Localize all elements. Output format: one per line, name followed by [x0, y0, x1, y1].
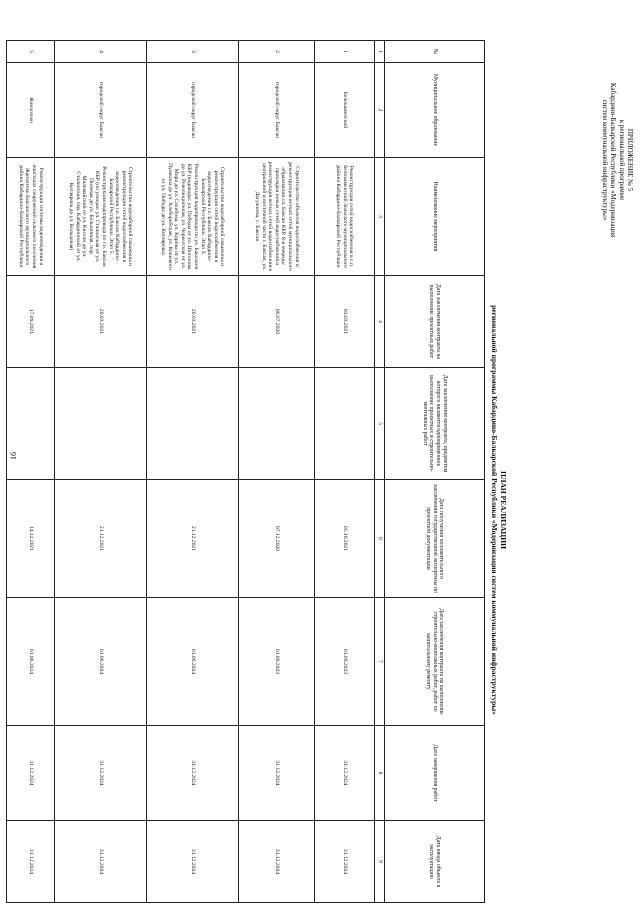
combined-date-cell	[147, 368, 239, 480]
header-cell: Дата ввода объекта в эксплуатацию	[385, 821, 485, 903]
expertise-date-cell: 07.12.2020	[239, 480, 315, 598]
column-number: 9	[375, 821, 385, 903]
appendix-line-1: ПРИЛОЖЕНИЕ № 5	[626, 128, 634, 192]
header-cell: Дата завершения работ	[385, 726, 485, 821]
column-number: 4	[375, 276, 385, 368]
completion-date-cell: 31.12.2024	[7, 726, 55, 821]
expertise-date-cell: 14.12.2021	[7, 480, 55, 598]
completion-date-cell: 31.12.2024	[239, 726, 315, 821]
measure-cell: Строительство объектов водоснабжения и реконструкция ветхих сетей муниципального образования г.о. Баксан КБР. 8-я очередь: прокладка новых сетей водоснабжения и реконструкция ветхих сетей водоснабжения в центральной и восточной части г. Баксан, ул. Дагужиева, с. Баксан	[239, 158, 315, 276]
municipality-cell: городской округ Баксан	[55, 63, 147, 158]
construction-date-cell: 01.09.2023	[239, 598, 315, 726]
title-line-1: ПЛАН РЕАЛИЗАЦИИ	[499, 471, 508, 549]
expertise-date-cell: 21.12.2021	[55, 480, 147, 598]
header-cell: Наименование мероприятия	[385, 158, 485, 276]
title-line-2: региональной программы Кабардино-Балкарской Республики «Модернизация систем коммунальной инфраструктуры»	[490, 305, 499, 715]
row-number: 4	[55, 41, 147, 63]
design-date-cell: 20.03.2021	[55, 276, 147, 368]
header-cell: Дата получения положительного заключения государственной экспертизы по проектной документации	[385, 480, 485, 598]
design-date-cell: 03.03.2021	[315, 276, 375, 368]
design-date-cell: 20.03.2021	[147, 276, 239, 368]
page-number: 16	[9, 452, 18, 460]
commissioning-date-cell: 31.12.2024	[315, 821, 375, 903]
column-number: 1	[375, 41, 385, 63]
column-number: 6	[375, 480, 385, 598]
column-number: 5	[375, 368, 385, 480]
table-row	[55, 41, 147, 903]
municipality-cell: городской округ Баксан	[239, 63, 315, 158]
construction-date-cell: 01.06.2024	[147, 598, 239, 726]
completion-date-cell: 31.12.2024	[315, 726, 375, 821]
construction-date-cell: 01.06.2024	[7, 598, 55, 726]
header-cell: Муниципальное образование	[385, 63, 485, 158]
column-number: 8	[375, 726, 385, 821]
design-date-cell: 06.07.2020	[239, 276, 315, 368]
commissioning-date-cell: 31.12.2024	[239, 821, 315, 903]
appendix-header	[600, 30, 634, 290]
measure-cell: Строительство водозаборной скважины и реконструкция сетей водоснабжения в водоотведения г.о. Баксан Кабардино-Балкарской Республики. Этап 3. Реконструкция водопровода по ул. Баксанов КБР (водоводы: ул. Победы от ул. Шогенова до ул. Революционная, ул. Черкесская от ул. Мира до ул. Сахибова, ул. Кирова от ул. Пушкина до ул. Хлеборобская, ул. Кошевого от ул. Победы до ул. Котлярова)	[147, 158, 239, 276]
municipality-cell: Белокаменский	[315, 63, 375, 158]
combined-date-cell	[239, 368, 315, 480]
table-row	[239, 41, 315, 903]
completion-date-cell: 31.12.2024	[147, 726, 239, 821]
table-row	[147, 41, 239, 903]
header-cell: Дата заключения контракта на выполнение строительно-монтажных работ, работ по капитальному ремонту	[385, 598, 485, 726]
combined-date-cell	[7, 368, 55, 480]
row-number: 2	[239, 41, 315, 63]
expertise-date-cell: 05.10.2021	[315, 480, 375, 598]
document-title	[490, 250, 508, 770]
appendix-line-3: Кабардино-Балкарской Республики «Модернизация	[609, 82, 618, 238]
combined-date-cell	[315, 368, 375, 480]
row-number: 5	[7, 41, 55, 63]
measure-cell: Реконструкция сетей водоснабжения в с.п. Белокаменский Зольского муниципального района Кабардино-Балкарской Республики	[315, 158, 375, 276]
header-cell: №	[385, 41, 485, 63]
design-date-cell: 17.09.2021	[7, 276, 55, 368]
completion-date-cell: 31.12.2024	[55, 726, 147, 821]
table-header-row	[385, 41, 485, 903]
column-number: 7	[375, 598, 385, 726]
construction-date-cell: 01.06.2024	[55, 598, 147, 726]
measure-cell: Строительство водозаборной скважины и реконструкция сетей водоснабжения в водоотведения г.о. Баксан Кабардино-Балкарской Республики. Этап 5. Реконструкция водопровода по г.о. Баксан КБР (по улицам: ул. Сталинская от ул. Полевая до ул. Больничная, пер. Маломайский от ул. Кисели до ул. Сталинская, пер. Кабардинский от ул. Котлярова до ул. Кольцевая)	[55, 158, 147, 276]
municipality-cell: Жанхотеко	[7, 63, 55, 158]
header-cell: Дата заключения контракта на выполнение проектных работ	[385, 276, 485, 368]
row-number: 3	[147, 41, 239, 63]
implementation-plan-table	[6, 40, 485, 903]
construction-date-cell: 01.09.2023	[315, 598, 375, 726]
municipality-cell: городской округ Баксан	[147, 63, 239, 158]
commissioning-date-cell: 31.12.2024	[7, 821, 55, 903]
appendix-line-2: к региональной программе	[617, 119, 626, 201]
table-row	[315, 41, 375, 903]
measure-cell: Реконструкция системы водоотведения и очистных сооружений сельского поселения Жанхотеко Баксанского муниципального района Кабардино-Балкарской Республики	[7, 158, 55, 276]
commissioning-date-cell: 31.12.2024	[55, 821, 147, 903]
column-number: 2	[375, 63, 385, 158]
table-row	[7, 41, 55, 903]
row-number: 1	[315, 41, 375, 63]
combined-date-cell	[55, 368, 147, 480]
column-number: 3	[375, 158, 385, 276]
expertise-date-cell: 21.12.2021	[147, 480, 239, 598]
header-cell: Дата заключения контракта, предметом которого являются одновременное выполнение проектных и строительно-монтажных работ	[385, 368, 485, 480]
commissioning-date-cell: 31.12.2024	[147, 821, 239, 903]
appendix-line-4: систем коммунальной инфраструктуры»	[600, 99, 609, 221]
column-number-row	[375, 41, 385, 903]
